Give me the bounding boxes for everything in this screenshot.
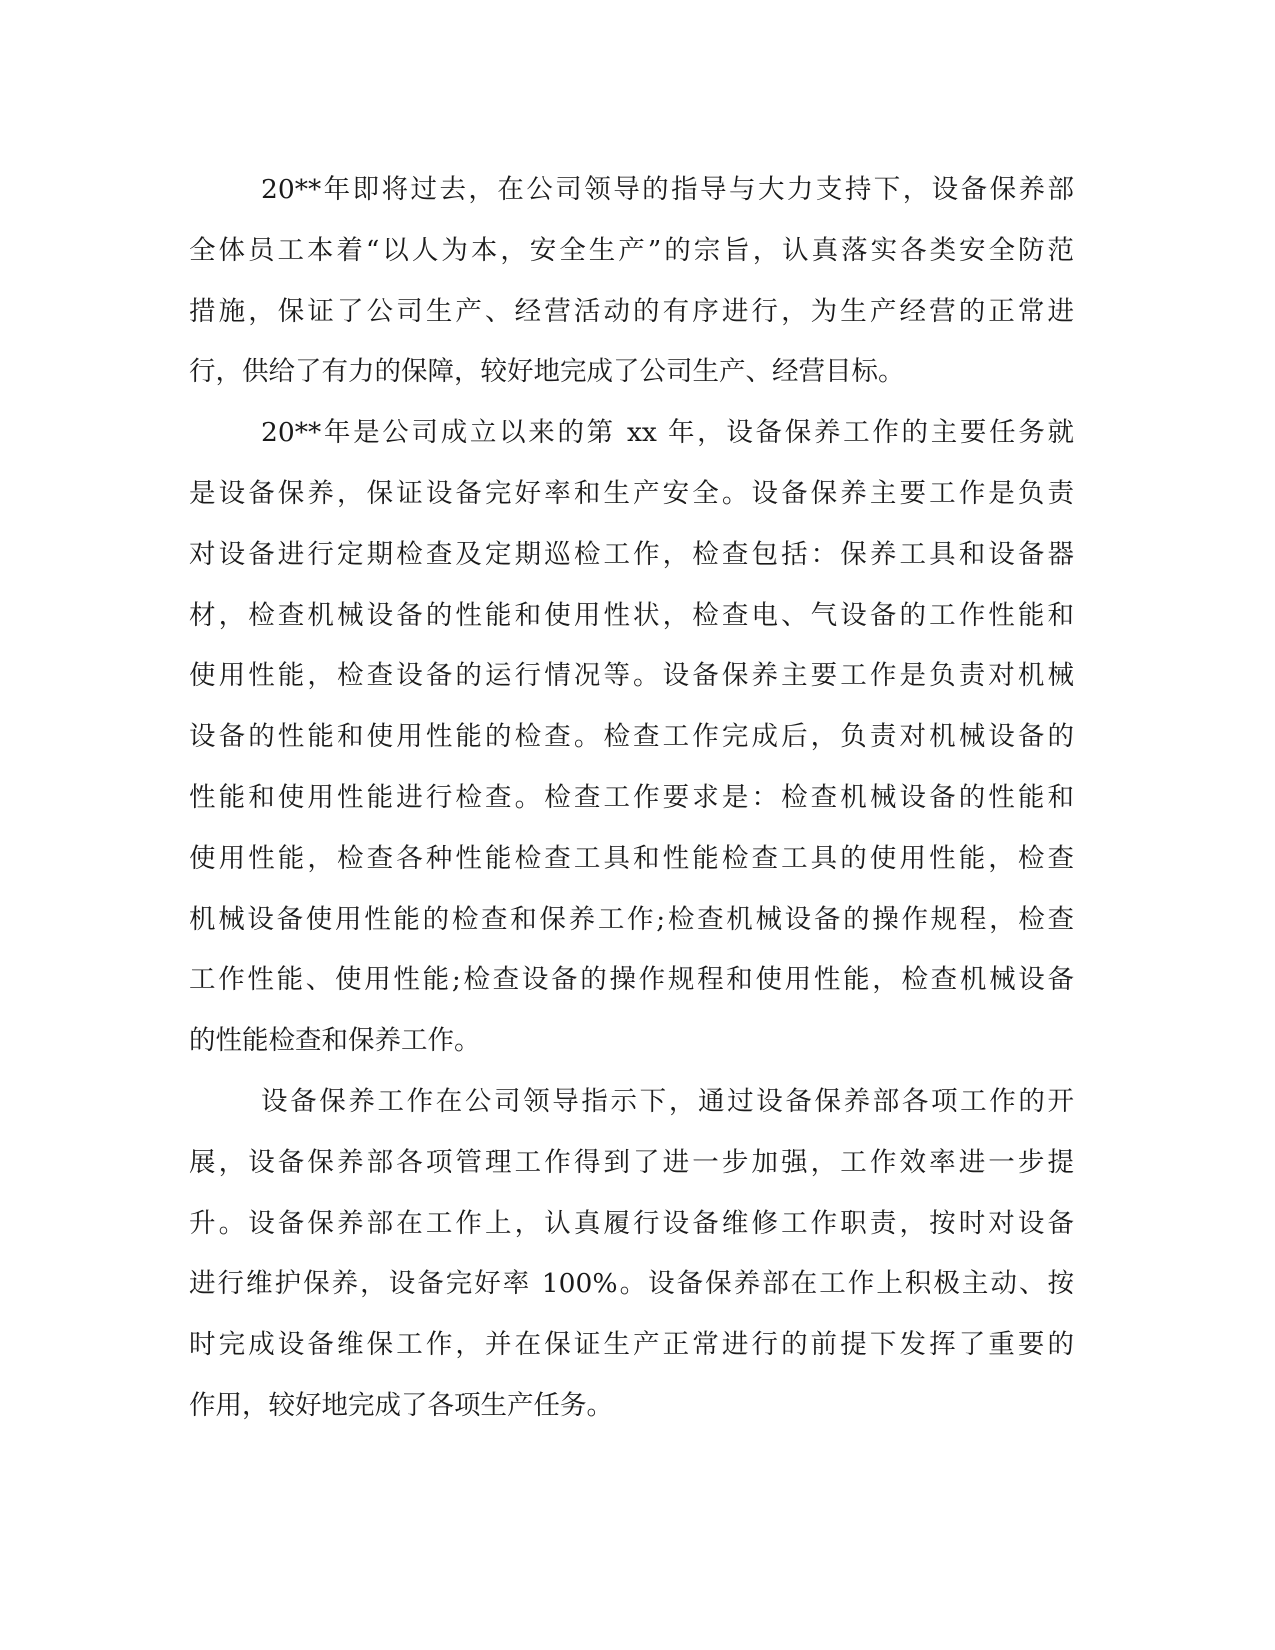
text-line: 设备的性能和使用性能的检查。检查工作完成后，负责对机械设备的 (189, 721, 1074, 753)
text-line: 20**年是公司成立以来的第 xx 年，设备保养工作的主要任务就 (261, 417, 1074, 449)
text-line: 20**年即将过去，在公司领导的指导与大力支持下，设备保养部 (261, 174, 1074, 205)
text-line: 材，检查机械设备的性能和使用性状，检查电、气设备的工作性能和 (189, 599, 1074, 631)
text-line: 进行维护保养，设备完好率 100%。设备保养部在工作上积极主动、按 (189, 1268, 1074, 1300)
text-line: 对设备进行定期检查及定期巡检工作，检查包括：保养工具和设备器 (189, 538, 1074, 570)
text-line: 作用，较好地完成了各项生产任务。 (189, 1389, 613, 1421)
text-line: 展，设备保养部各项管理工作得到了进一步加强，工作效率进一步提 (189, 1146, 1074, 1178)
paragraph-1 (189, 160, 1074, 403)
text-line: 升。设备保养部在工作上，认真履行设备维修工作职责，按时对设备 (189, 1207, 1074, 1239)
text-line: 使用性能，检查设备的运行情况等。设备保养主要工作是负责对机械 (189, 660, 1074, 692)
text-line: 是设备保养，保证设备完好率和生产安全。设备保养主要工作是负责 (189, 477, 1074, 509)
paragraph-3 (189, 1072, 1074, 1437)
document-body (189, 160, 1074, 1437)
text-line: 性能和使用性能进行检查。检查工作要求是：检查机械设备的性能和 (189, 781, 1074, 813)
text-line: 行，供给了有力的保障，较好地完成了公司生产、经营目标。 (189, 356, 905, 388)
text-line: 措施，保证了公司生产、经营活动的有序进行，为生产经营的正常进 (189, 295, 1074, 327)
text-line: 机械设备使用性能的检查和保养工作;检查机械设备的操作规程，检查 (189, 903, 1074, 935)
text-line: 全体员工本着“以人为本，安全生产”的宗旨，认真落实各类安全防范 (189, 234, 1074, 266)
text-line: 的性能检查和保养工作。 (189, 1025, 481, 1057)
text-line: 使用性能，检查各种性能检查工具和性能检查工具的使用性能，检查 (189, 842, 1074, 874)
paragraph-2 (189, 403, 1074, 1072)
text-line: 设备保养工作在公司领导指示下，通过设备保养部各项工作的开 (261, 1085, 1074, 1117)
text-line: 工作性能、使用性能;检查设备的操作规程和使用性能，检查机械设备 (189, 964, 1074, 996)
text-line: 时完成设备维保工作，并在保证生产正常进行的前提下发挥了重要的 (189, 1329, 1074, 1361)
